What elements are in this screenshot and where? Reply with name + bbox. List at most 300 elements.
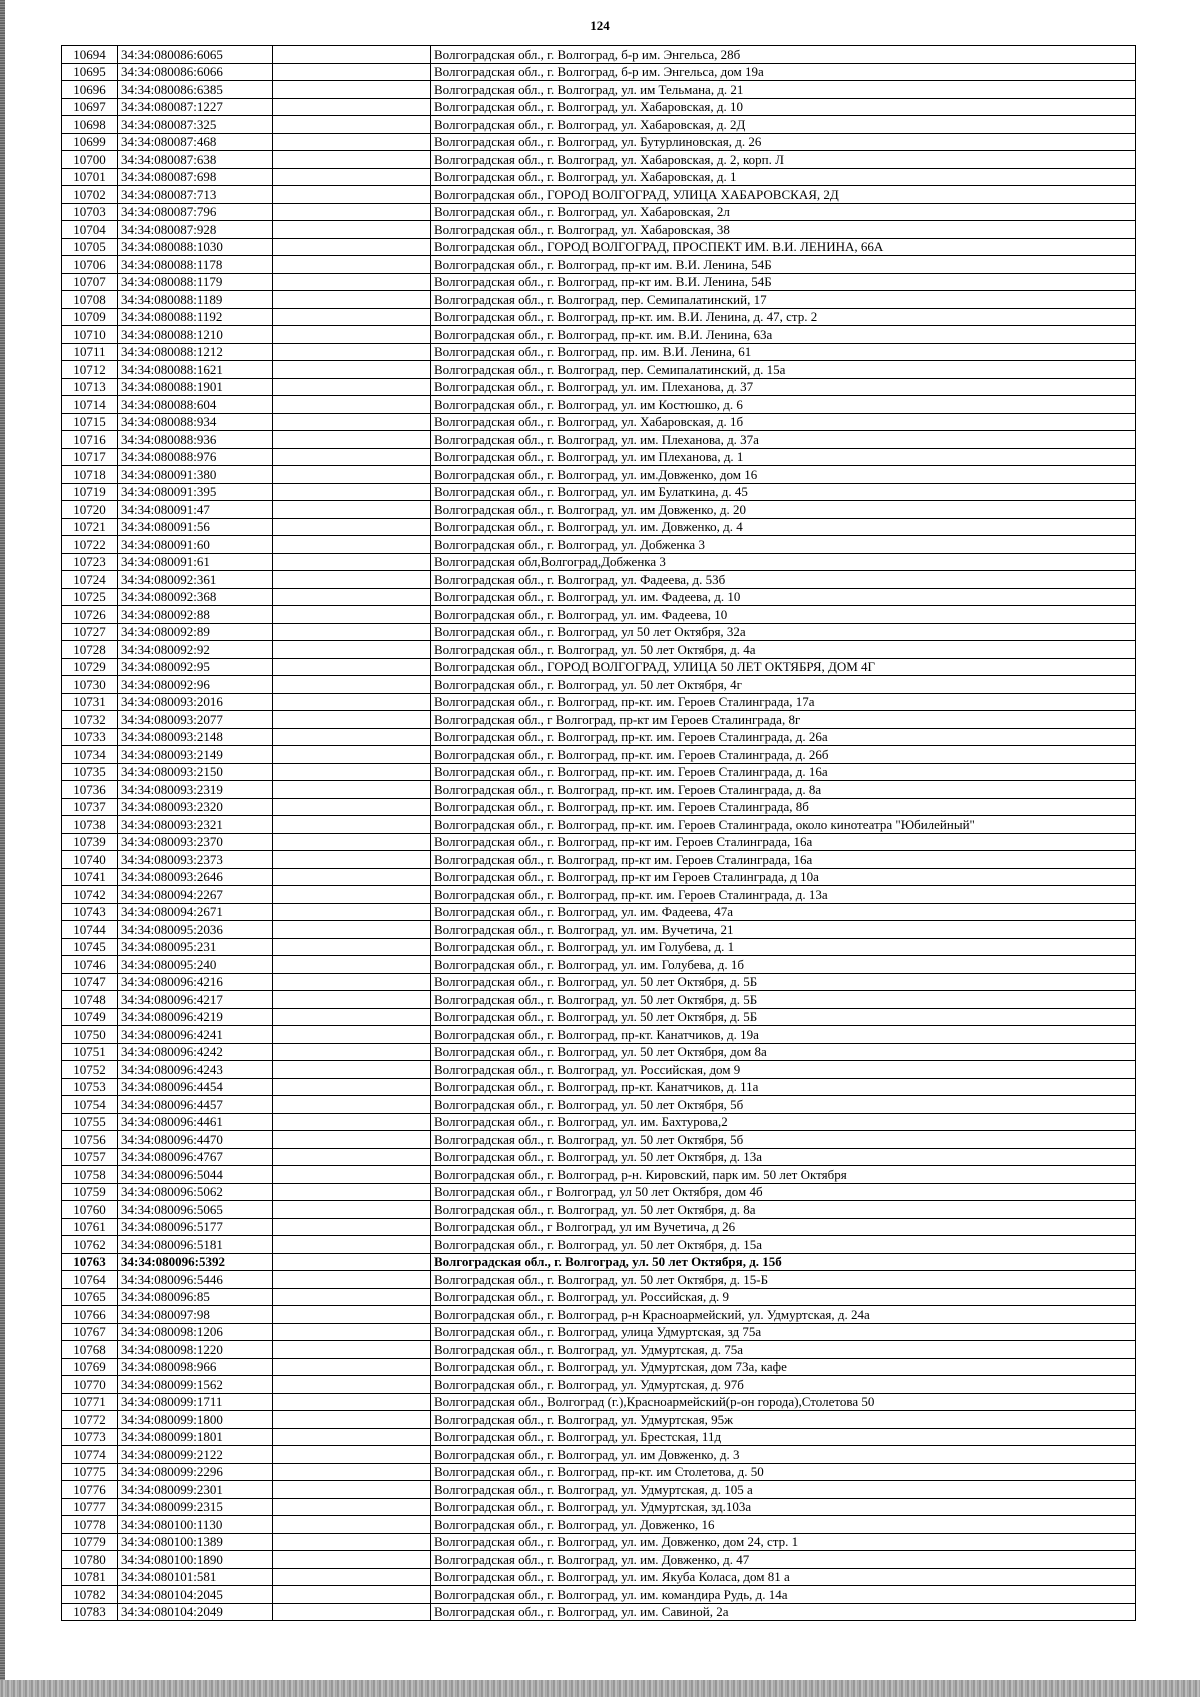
cadastral-number: 34:34:080099:2301 xyxy=(118,1481,273,1499)
row-number: 10767 xyxy=(62,1323,118,1341)
cadastral-number: 34:34:080092:96 xyxy=(118,676,273,694)
cadastral-number: 34:34:080101:581 xyxy=(118,1568,273,1586)
address: Волгоградская обл., г. Волгоград, ул. им. Довженко, д. 4 xyxy=(431,518,1136,536)
empty-cell xyxy=(273,1183,431,1201)
cadastral-number: 34:34:080100:1130 xyxy=(118,1516,273,1534)
empty-cell xyxy=(273,1043,431,1061)
table-row xyxy=(62,1323,1136,1341)
cadastral-number: 34:34:080092:95 xyxy=(118,658,273,676)
table-row xyxy=(62,273,1136,291)
cadastral-number: 34:34:080088:976 xyxy=(118,448,273,466)
row-number: 10731 xyxy=(62,693,118,711)
row-number: 10750 xyxy=(62,1026,118,1044)
cadastral-number: 34:34:080087:638 xyxy=(118,151,273,169)
empty-cell xyxy=(273,623,431,641)
row-number: 10706 xyxy=(62,256,118,274)
address: Волгоградская обл., г. Волгоград, ул. Российская, д. 9 xyxy=(431,1288,1136,1306)
address: Волгоградская обл., г. Волгоград, ул. им Довженко, д. 20 xyxy=(431,501,1136,519)
table-row xyxy=(62,938,1136,956)
cadastral-number: 34:34:080087:796 xyxy=(118,203,273,221)
cadastral-number: 34:34:080088:1192 xyxy=(118,308,273,326)
empty-cell xyxy=(273,1026,431,1044)
cadastral-number: 34:34:080096:5392 xyxy=(118,1253,273,1271)
table-row xyxy=(62,483,1136,501)
table-row xyxy=(62,798,1136,816)
cadastral-number: 34:34:080086:6066 xyxy=(118,63,273,81)
empty-cell xyxy=(273,833,431,851)
cadastral-number: 34:34:080088:936 xyxy=(118,431,273,449)
cadastral-number: 34:34:080093:2148 xyxy=(118,728,273,746)
empty-cell xyxy=(273,588,431,606)
address: Волгоградская обл., г. Волгоград, ул. 50 лет Октября, д. 5Б xyxy=(431,973,1136,991)
row-number: 10771 xyxy=(62,1393,118,1411)
cadastral-number: 34:34:080100:1890 xyxy=(118,1551,273,1569)
cadastral-number: 34:34:080091:395 xyxy=(118,483,273,501)
table-row xyxy=(62,623,1136,641)
table-row xyxy=(62,203,1136,221)
address: Волгоградская обл., г. Волгоград, пр-кт. им. Героев Сталинграда, д. 13а xyxy=(431,886,1136,904)
cadastral-number: 34:34:080094:2267 xyxy=(118,886,273,904)
address: Волгоградская обл., г. Волгоград, ул. им Плеханова, д. 1 xyxy=(431,448,1136,466)
cadastral-number: 34:34:080093:2016 xyxy=(118,693,273,711)
row-number: 10779 xyxy=(62,1533,118,1551)
empty-cell xyxy=(273,1586,431,1604)
table-row xyxy=(62,1113,1136,1131)
cadastral-number: 34:34:080087:928 xyxy=(118,221,273,239)
table-row xyxy=(62,326,1136,344)
empty-cell xyxy=(273,203,431,221)
table-row xyxy=(62,448,1136,466)
row-number: 10781 xyxy=(62,1568,118,1586)
table-row xyxy=(62,1306,1136,1324)
table-row xyxy=(62,378,1136,396)
address: Волгоградская обл., г. Волгоград, пр-кт. им. Героев Сталинграда, д. 26б xyxy=(431,746,1136,764)
cadastral-number: 34:34:080091:61 xyxy=(118,553,273,571)
row-number: 10780 xyxy=(62,1551,118,1569)
empty-cell xyxy=(273,1376,431,1394)
address: Волгоградская обл., г. Волгоград, пр-кт. Канатчиков, д. 11а xyxy=(431,1078,1136,1096)
cadastral-number: 34:34:080098:966 xyxy=(118,1358,273,1376)
row-number: 10705 xyxy=(62,238,118,256)
row-number: 10770 xyxy=(62,1376,118,1394)
address: Волгоградская обл., г. Волгоград, пр-кт. им. В.И. Ленина, д. 47, стр. 2 xyxy=(431,308,1136,326)
cadastral-number: 34:34:080088:1179 xyxy=(118,273,273,291)
cadastral-number: 34:34:080099:2296 xyxy=(118,1463,273,1481)
cadastral-number: 34:34:080088:934 xyxy=(118,413,273,431)
empty-cell xyxy=(273,1201,431,1219)
cadastral-number: 34:34:080096:4217 xyxy=(118,991,273,1009)
row-number: 10766 xyxy=(62,1306,118,1324)
address: Волгоградская обл., г. Волгоград, пр-кт. им Столетова, д. 50 xyxy=(431,1463,1136,1481)
table-row xyxy=(62,676,1136,694)
empty-cell xyxy=(273,98,431,116)
table-row xyxy=(62,973,1136,991)
address: Волгоградская обл., г. Волгоград, ул. Удмуртская, д. 75а xyxy=(431,1341,1136,1359)
empty-cell xyxy=(273,921,431,939)
cadastral-number: 34:34:080093:2321 xyxy=(118,816,273,834)
address: Волгоградская обл., г. Волгоград, ул. им. Фадеева, 10 xyxy=(431,606,1136,624)
row-number: 10708 xyxy=(62,291,118,309)
cadastral-number: 34:34:080096:4219 xyxy=(118,1008,273,1026)
address: Волгоградская обл., г. Волгоград, ул. Российская, дом 9 xyxy=(431,1061,1136,1079)
empty-cell xyxy=(273,1341,431,1359)
empty-cell xyxy=(273,1516,431,1534)
table-row xyxy=(62,133,1136,151)
address: Волгоградская обл., г. Волгоград, ул. 50 лет Октября, д. 15б xyxy=(431,1253,1136,1271)
row-number: 10725 xyxy=(62,588,118,606)
address: Волгоградская обл., г. Волгоград, пр-кт им. В.И. Ленина, 54Б xyxy=(431,256,1136,274)
cadastral-number: 34:34:080096:5044 xyxy=(118,1166,273,1184)
address: Волгоградская обл., г. Волгоград, пр-кт им. В.И. Ленина, 54Б xyxy=(431,273,1136,291)
empty-cell xyxy=(273,1061,431,1079)
table-row xyxy=(62,693,1136,711)
row-number: 10739 xyxy=(62,833,118,851)
empty-cell xyxy=(273,903,431,921)
empty-cell xyxy=(273,1393,431,1411)
table-row xyxy=(62,98,1136,116)
empty-cell xyxy=(273,133,431,151)
address: Волгоградская обл., г. Волгоград, ул. 50 лет Октября, д. 5Б xyxy=(431,991,1136,1009)
cadastral-number: 34:34:080098:1206 xyxy=(118,1323,273,1341)
cadastral-number: 34:34:080096:4454 xyxy=(118,1078,273,1096)
cadastral-number: 34:34:080099:1711 xyxy=(118,1393,273,1411)
row-number: 10768 xyxy=(62,1341,118,1359)
row-number: 10714 xyxy=(62,396,118,414)
cadastral-number: 34:34:080087:713 xyxy=(118,186,273,204)
row-number: 10701 xyxy=(62,168,118,186)
empty-cell xyxy=(273,1411,431,1429)
table-row xyxy=(62,1341,1136,1359)
row-number: 10757 xyxy=(62,1148,118,1166)
empty-cell xyxy=(273,1428,431,1446)
address: Волгоградская обл., г Волгоград, пр-кт им Героев Сталинграда, 8г xyxy=(431,711,1136,729)
table-row xyxy=(62,186,1136,204)
cadastral-number: 34:34:080092:361 xyxy=(118,571,273,589)
row-number: 10769 xyxy=(62,1358,118,1376)
empty-cell xyxy=(273,658,431,676)
address: Волгоградская обл., г. Волгоград, ул. Хабаровская, д. 1 xyxy=(431,168,1136,186)
empty-cell xyxy=(273,1148,431,1166)
cadastral-number: 34:34:080093:2373 xyxy=(118,851,273,869)
cadastral-number: 34:34:080099:2122 xyxy=(118,1446,273,1464)
table-row xyxy=(62,1568,1136,1586)
address: Волгоградская обл., г. Волгоград, пр-кт им. Героев Сталинграда, 16а xyxy=(431,833,1136,851)
table-row xyxy=(62,1481,1136,1499)
row-number: 10753 xyxy=(62,1078,118,1096)
empty-cell xyxy=(273,1288,431,1306)
row-number: 10734 xyxy=(62,746,118,764)
empty-cell xyxy=(273,343,431,361)
address: Волгоградская обл., г. Волгоград, р-н. Кировский, парк им. 50 лет Октября xyxy=(431,1166,1136,1184)
table-row xyxy=(62,1393,1136,1411)
empty-cell xyxy=(273,186,431,204)
cadastral-number: 34:34:080088:1189 xyxy=(118,291,273,309)
table-row xyxy=(62,1183,1136,1201)
address: Волгоградская обл., г. Волгоград, ул. им Булаткина, д. 45 xyxy=(431,483,1136,501)
address: Волгоградская обл., г. Волгоград, ул. Удмуртская, 95ж xyxy=(431,1411,1136,1429)
empty-cell xyxy=(273,308,431,326)
row-number: 10717 xyxy=(62,448,118,466)
cadastral-number: 34:34:080104:2045 xyxy=(118,1586,273,1604)
table-row xyxy=(62,711,1136,729)
empty-cell xyxy=(273,536,431,554)
row-number: 10760 xyxy=(62,1201,118,1219)
row-number: 10710 xyxy=(62,326,118,344)
empty-cell xyxy=(273,1166,431,1184)
cadastral-number: 34:34:080093:2370 xyxy=(118,833,273,851)
address: Волгоградская обл., г. Волгоград, ул. им. командира Рудь, д. 14а xyxy=(431,1586,1136,1604)
address: Волгоградская обл., г. Волгоград, ул. им. Довженко, д. 47 xyxy=(431,1551,1136,1569)
row-number: 10696 xyxy=(62,81,118,99)
table-row xyxy=(62,1411,1136,1429)
row-number: 10713 xyxy=(62,378,118,396)
empty-cell xyxy=(273,1358,431,1376)
cadastral-number: 34:34:080097:98 xyxy=(118,1306,273,1324)
empty-cell xyxy=(273,1078,431,1096)
table-row xyxy=(62,1061,1136,1079)
table-row xyxy=(62,256,1136,274)
address: Волгоградская обл., г. Волгоград, ул. Фадеева, д. 53б xyxy=(431,571,1136,589)
empty-cell xyxy=(273,81,431,99)
row-number: 10759 xyxy=(62,1183,118,1201)
empty-cell xyxy=(273,641,431,659)
table-row xyxy=(62,1078,1136,1096)
address: Волгоградская обл., г. Волгоград, пр-кт. им. Героев Сталинграда, 17а xyxy=(431,693,1136,711)
empty-cell xyxy=(273,886,431,904)
address: Волгоградская обл., г. Волгоград, пр-кт. им. Героев Сталинграда, д. 8а xyxy=(431,781,1136,799)
row-number: 10738 xyxy=(62,816,118,834)
empty-cell xyxy=(273,956,431,974)
empty-cell xyxy=(273,1131,431,1149)
address: Волгоградская обл., г. Волгоград, ул. им Довженко, д. 3 xyxy=(431,1446,1136,1464)
table-row xyxy=(62,903,1136,921)
cadastral-number: 34:34:080093:2319 xyxy=(118,781,273,799)
cadastral-number: 34:34:080099:1800 xyxy=(118,1411,273,1429)
cadastral-number: 34:34:080098:1220 xyxy=(118,1341,273,1359)
row-number: 10743 xyxy=(62,903,118,921)
empty-cell xyxy=(273,1236,431,1254)
empty-cell xyxy=(273,46,431,64)
address: Волгоградская обл., г. Волгоград, ул. Хабаровская, д. 1б xyxy=(431,413,1136,431)
row-number: 10702 xyxy=(62,186,118,204)
table-row xyxy=(62,1008,1136,1026)
row-number: 10699 xyxy=(62,133,118,151)
row-number: 10782 xyxy=(62,1586,118,1604)
table-row xyxy=(62,431,1136,449)
row-number: 10783 xyxy=(62,1603,118,1621)
cadastral-number: 34:34:080093:2320 xyxy=(118,798,273,816)
cadastral-number: 34:34:080100:1389 xyxy=(118,1533,273,1551)
address: Волгоградская обл., г. Волгоград, ул. Удмуртская, д. 97б xyxy=(431,1376,1136,1394)
row-number: 10695 xyxy=(62,63,118,81)
cadastral-number: 34:34:080091:47 xyxy=(118,501,273,519)
cadastral-number: 34:34:080099:1562 xyxy=(118,1376,273,1394)
cadastral-number: 34:34:080087:468 xyxy=(118,133,273,151)
cadastral-number: 34:34:080104:2049 xyxy=(118,1603,273,1621)
row-number: 10772 xyxy=(62,1411,118,1429)
address: Волгоградская обл., г. Волгоград, улица Удмуртская, зд 75а xyxy=(431,1323,1136,1341)
address: Волгоградская обл., г. Волгоград, ул. Бутурлиновская, д. 26 xyxy=(431,133,1136,151)
empty-cell xyxy=(273,1463,431,1481)
empty-cell xyxy=(273,413,431,431)
row-number: 10723 xyxy=(62,553,118,571)
row-number: 10777 xyxy=(62,1498,118,1516)
cadastral-number: 34:34:080096:4242 xyxy=(118,1043,273,1061)
table-row xyxy=(62,641,1136,659)
row-number: 10776 xyxy=(62,1481,118,1499)
cadastral-number: 34:34:080087:698 xyxy=(118,168,273,186)
table-row xyxy=(62,1166,1136,1184)
empty-cell xyxy=(273,1551,431,1569)
table-row xyxy=(62,868,1136,886)
cadastral-number: 34:34:080096:4241 xyxy=(118,1026,273,1044)
address: Волгоградская обл., г. Волгоград, ул. Хабаровская, д. 10 xyxy=(431,98,1136,116)
table-row xyxy=(62,1148,1136,1166)
row-number: 10773 xyxy=(62,1428,118,1446)
table-row xyxy=(62,763,1136,781)
empty-cell xyxy=(273,483,431,501)
cadastral-number: 34:34:080095:2036 xyxy=(118,921,273,939)
row-number: 10707 xyxy=(62,273,118,291)
empty-cell xyxy=(273,676,431,694)
row-number: 10712 xyxy=(62,361,118,379)
address: Волгоградская обл., г. Волгоград, ул. Хабаровская, 2л xyxy=(431,203,1136,221)
row-number: 10736 xyxy=(62,781,118,799)
address: Волгоградская обл., г. Волгоград, ул. 50 лет Октября, д. 5Б xyxy=(431,1008,1136,1026)
empty-cell xyxy=(273,1481,431,1499)
empty-cell xyxy=(273,431,431,449)
table-row xyxy=(62,781,1136,799)
address: Волгоградская обл., г. Волгоград, ул. Удмуртская, д. 105 а xyxy=(431,1481,1136,1499)
address: Волгоградская обл., г. Волгоград, пр-кт. им. Героев Сталинграда, 8б xyxy=(431,798,1136,816)
row-number: 10726 xyxy=(62,606,118,624)
row-number: 10698 xyxy=(62,116,118,134)
address: Волгоградская обл., г. Волгоград, пр-кт. им. Героев Сталинграда, д. 16а xyxy=(431,763,1136,781)
address: Волгоградская обл., г. Волгоград, ул. им. Плеханова, д. 37 xyxy=(431,378,1136,396)
empty-cell xyxy=(273,1498,431,1516)
address: Волгоградская обл., г. Волгоград, ул. им Костюшко, д. 6 xyxy=(431,396,1136,414)
row-number: 10748 xyxy=(62,991,118,1009)
address: Волгоградская обл., г. Волгоград, ул. 50 лет Октября, 5б xyxy=(431,1096,1136,1114)
table-row xyxy=(62,396,1136,414)
empty-cell xyxy=(273,238,431,256)
address: Волгоградская обл., г. Волгоград, ул. Довженко, 16 xyxy=(431,1516,1136,1534)
empty-cell xyxy=(273,781,431,799)
empty-cell xyxy=(273,1533,431,1551)
row-number: 10764 xyxy=(62,1271,118,1289)
table-row xyxy=(62,1096,1136,1114)
table-row xyxy=(62,1201,1136,1219)
cadastral-number: 34:34:080088:1621 xyxy=(118,361,273,379)
table-row xyxy=(62,1463,1136,1481)
empty-cell xyxy=(273,746,431,764)
row-number: 10704 xyxy=(62,221,118,239)
row-number: 10762 xyxy=(62,1236,118,1254)
table-row xyxy=(62,851,1136,869)
address: Волгоградская обл., г. Волгоград, ул. 50 лет Октября, 4г xyxy=(431,676,1136,694)
cadastral-number: 34:34:080096:5177 xyxy=(118,1218,273,1236)
address: Волгоградская обл., г. Волгоград, ул. им. Вучетича, 21 xyxy=(431,921,1136,939)
address: Волгоградская обл., г. Волгоград, пер. Семипалатинский, 17 xyxy=(431,291,1136,309)
address: Волгоградская обл., г. Волгоград, ул 50 лет Октября, 32а xyxy=(431,623,1136,641)
row-number: 10733 xyxy=(62,728,118,746)
table-row xyxy=(62,1358,1136,1376)
empty-cell xyxy=(273,1271,431,1289)
cadastral-number: 34:34:080088:1212 xyxy=(118,343,273,361)
row-number: 10749 xyxy=(62,1008,118,1026)
address: Волгоградская обл., г. Волгоград, ул. им.Довженко, дом 16 xyxy=(431,466,1136,484)
empty-cell xyxy=(273,291,431,309)
row-number: 10763 xyxy=(62,1253,118,1271)
table-row xyxy=(62,1516,1136,1534)
table-row xyxy=(62,1236,1136,1254)
empty-cell xyxy=(273,1446,431,1464)
address: Волгоградская обл., г. Волгоград, ул. Брестская, 11д xyxy=(431,1428,1136,1446)
empty-cell xyxy=(273,553,431,571)
scan-edge-left xyxy=(0,0,5,1697)
address: Волгоградская обл., ГОРОД ВОЛГОГРАД, УЛИЦА ХАБАРОВСКАЯ, 2Д xyxy=(431,186,1136,204)
address: Волгоградская обл., г. Волгоград, пр-кт. им. Героев Сталинграда, д. 26а xyxy=(431,728,1136,746)
row-number: 10711 xyxy=(62,343,118,361)
table-row xyxy=(62,1446,1136,1464)
row-number: 10742 xyxy=(62,886,118,904)
address: Волгоградская обл., ГОРОД ВОЛГОГРАД, УЛИЦА 50 ЛЕТ ОКТЯБРЯ, ДОМ 4Г xyxy=(431,658,1136,676)
address: Волгоградская обл., г. Волгоград, ул. 50 лет Октября, 5б xyxy=(431,1131,1136,1149)
address: Волгоградская обл., г. Волгоград, ул. им. Плеханова, д. 37а xyxy=(431,431,1136,449)
table-row xyxy=(62,413,1136,431)
empty-cell xyxy=(273,466,431,484)
cadastral-number: 34:34:080093:2646 xyxy=(118,868,273,886)
row-number: 10716 xyxy=(62,431,118,449)
row-number: 10703 xyxy=(62,203,118,221)
empty-cell xyxy=(273,396,431,414)
row-number: 10722 xyxy=(62,536,118,554)
address: Волгоградская обл., г. Волгоград, ул. им. Голубева, д. 1б xyxy=(431,956,1136,974)
cadastral-number: 34:34:080092:88 xyxy=(118,606,273,624)
empty-cell xyxy=(273,168,431,186)
row-number: 10719 xyxy=(62,483,118,501)
row-number: 10729 xyxy=(62,658,118,676)
cadastral-number: 34:34:080094:2671 xyxy=(118,903,273,921)
table-row xyxy=(62,658,1136,676)
address: Волгоградская обл., г Волгоград, ул им Вучетича, д 26 xyxy=(431,1218,1136,1236)
row-number: 10751 xyxy=(62,1043,118,1061)
cadastral-number: 34:34:080086:6065 xyxy=(118,46,273,64)
cadastral-number: 34:34:080096:4216 xyxy=(118,973,273,991)
empty-cell xyxy=(273,1568,431,1586)
table-row xyxy=(62,63,1136,81)
empty-cell xyxy=(273,448,431,466)
table-row xyxy=(62,1253,1136,1271)
table-row xyxy=(62,1131,1136,1149)
cadastral-number: 34:34:080095:231 xyxy=(118,938,273,956)
empty-cell xyxy=(273,728,431,746)
row-number: 10754 xyxy=(62,1096,118,1114)
cadastral-number: 34:34:080096:4243 xyxy=(118,1061,273,1079)
address: Волгоградская обл., г. Волгоград, пер. Семипалатинский, д. 15а xyxy=(431,361,1136,379)
page-number: 124 xyxy=(590,18,610,33)
table-row xyxy=(62,536,1136,554)
address: Волгоградская обл., г. Волгоград, ул. им. Фадеева, 47а xyxy=(431,903,1136,921)
empty-cell xyxy=(273,1603,431,1621)
empty-cell xyxy=(273,501,431,519)
table-row xyxy=(62,1271,1136,1289)
empty-cell xyxy=(273,851,431,869)
cadastral-number: 34:34:080092:92 xyxy=(118,641,273,659)
address: Волгоградская обл., г. Волгоград, ул. Удмуртская, зд.103а xyxy=(431,1498,1136,1516)
address: Волгоградская обл., г Волгоград, ул 50 лет Октября, дом 4б xyxy=(431,1183,1136,1201)
table-row xyxy=(62,308,1136,326)
